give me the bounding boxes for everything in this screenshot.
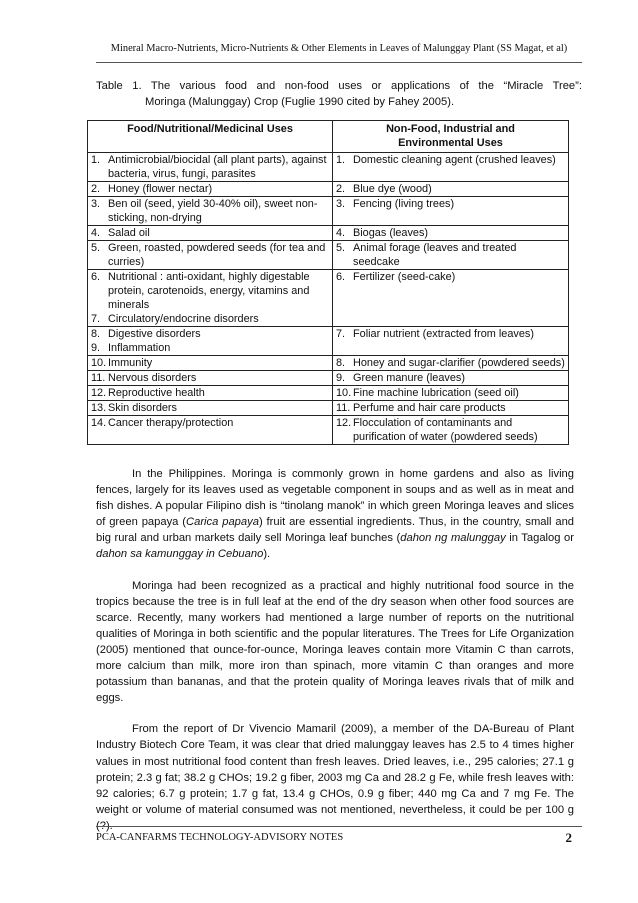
item-text: Fencing (living trees)	[353, 198, 455, 210]
table-row	[88, 241, 569, 270]
list-item	[88, 226, 332, 240]
footer-title: PCA-CANFARMS TECHNOLOGY-ADVISORY NOTES	[96, 832, 344, 843]
item-text: Perfume and hair care products	[353, 402, 506, 414]
item-text: Ben oil (seed, yield 30-40% oil), sweet non-sticking, non-drying	[108, 198, 318, 224]
list-item	[333, 327, 568, 341]
list-item	[88, 182, 332, 196]
food-use-cell	[88, 270, 333, 327]
list-item	[333, 416, 568, 444]
item-text: Antimicrobial/biocidal (all plant parts), against bacteria, virus, fungi, parasites	[108, 154, 327, 180]
paragraph-philippines: In the Philippines. Moringa is commonly grown in home gardens and also as living fences, largely for its leaves used as vegetable component in soups and as well as in meat and fish dishes. A popular Filipino dish is “tinolang manok” in which green Moringa leaves and slices of green papaya (Carica papaya) fruit are essential ingredients. Thus, in the country, small and big rural and urban markets daily sell Moringa leaf bunches (dahon ng malunggay in Tagalog or dahon sa kamunggay in Cebuano).	[96, 468, 575, 561]
item-number: 8.	[336, 357, 346, 369]
list-item	[88, 312, 332, 326]
food-use-cell	[88, 153, 333, 182]
page-number: 2	[565, 830, 572, 845]
item-number: 11.	[336, 402, 351, 414]
non-food-use-cell	[333, 197, 569, 226]
item-text: Immunity	[108, 357, 153, 369]
list-item	[333, 371, 568, 385]
non-food-use-cell	[333, 182, 569, 197]
item-number: 12.	[91, 387, 107, 399]
non-food-use-cell	[333, 226, 569, 241]
item-text: Fine machine lubrication (seed oil)	[353, 387, 519, 399]
item-number: 11.	[91, 372, 106, 384]
item-text: Green manure (leaves)	[353, 372, 465, 384]
footer-divider	[96, 826, 582, 827]
non-food-use-cell	[333, 270, 569, 327]
food-use-cell	[88, 197, 333, 226]
list-item	[88, 153, 332, 181]
uses-table	[87, 120, 569, 445]
list-item	[333, 356, 568, 370]
item-text: Salad oil	[108, 227, 150, 239]
food-use-cell	[88, 226, 333, 241]
list-item	[333, 386, 568, 400]
item-text: Digestive disorders	[108, 328, 201, 340]
header-food-uses: Food/Nutritional/Medicinal Uses	[88, 121, 333, 153]
item-number: 6.	[91, 271, 101, 283]
item-number: 6.	[336, 271, 346, 283]
item-number: 12.	[336, 417, 352, 429]
item-text: Domestic cleaning agent (crushed leaves)	[353, 154, 556, 166]
non-food-use-cell	[333, 401, 569, 416]
food-use-cell	[88, 416, 333, 445]
food-use-cell	[88, 241, 333, 270]
food-use-cell	[88, 401, 333, 416]
list-item	[333, 182, 568, 196]
list-item	[88, 241, 332, 269]
item-text: Flocculation of contaminants and purification of water (powdered seeds)	[353, 417, 538, 443]
list-item	[333, 241, 568, 269]
item-text: Biogas (leaves)	[353, 227, 429, 239]
item-text: Nervous disorders	[108, 372, 197, 384]
table-row	[88, 371, 569, 386]
item-text: Animal forage (leaves and treated seedcake	[353, 242, 517, 268]
item-number: 1.	[91, 154, 101, 166]
non-food-use-cell	[333, 416, 569, 445]
table-caption	[96, 78, 582, 110]
item-text: Honey and sugar-clarifier (powdered seeds)	[353, 357, 565, 369]
list-item	[88, 386, 332, 400]
list-item	[88, 416, 332, 430]
table-row	[88, 153, 569, 182]
item-number: 9.	[336, 372, 346, 384]
item-number: 10.	[91, 357, 107, 369]
item-text: Nutritional : anti-oxidant, highly digestable protein, carotenoids, energy, vitamins and minerals	[108, 271, 310, 311]
item-number: 14.	[91, 417, 107, 429]
item-number: 5.	[336, 242, 346, 254]
list-item	[88, 371, 332, 385]
list-item	[88, 341, 332, 355]
list-item	[333, 226, 568, 240]
list-item	[333, 153, 568, 167]
non-food-use-cell	[333, 371, 569, 386]
running-header: Mineral Macro-Nutrients, Micro-Nutrients & Other Elements in Leaves of Malunggay Plant (SS Magat, et al)	[110, 43, 568, 54]
food-use-cell	[88, 386, 333, 401]
item-text: Inflammation	[108, 342, 171, 354]
item-number: 3.	[336, 198, 346, 210]
food-use-cell	[88, 182, 333, 197]
list-item	[333, 401, 568, 415]
header-divider	[96, 62, 582, 63]
table-header-row	[88, 121, 569, 153]
list-item	[88, 327, 332, 341]
non-food-use-cell	[333, 356, 569, 371]
table-row	[88, 356, 569, 371]
item-number: 8.	[91, 328, 101, 340]
item-number: 2.	[336, 183, 346, 195]
list-item	[88, 401, 332, 415]
item-text: Honey (flower nectar)	[108, 183, 213, 195]
list-item	[88, 197, 332, 225]
table-row	[88, 197, 569, 226]
item-number: 4.	[336, 227, 346, 239]
non-food-use-cell	[333, 327, 569, 356]
item-number: 1.	[336, 154, 346, 166]
caption-line-1: Table 1. The various food and non-food uses or applications of the “Miracle Tree”:	[96, 80, 582, 92]
header-non-food-uses: Non-Food, Industrial and Environmental Uses	[333, 121, 569, 153]
food-use-cell	[88, 327, 333, 356]
list-item	[333, 197, 568, 211]
body-text	[96, 466, 574, 849]
paragraph-mamaril-report: From the report of Dr Vivencio Mamaril (2009), a member of the DA-Bureau of Plant Industry Biotech Core Team, it was clear that dried malunggay leaves has 2.5 to 4 times higher values in most nutritional food content than fresh leaves. Dried leaves, i.e., 295 calories; 27.1 g protein; 2.3 g fat; 38.2 g CHOs; 19.2 g fiber, 2003 mg Ca and 28.2 g Fe, while fresh leaves with: 92 calories; 6.7 g protein; 1.7 g fat, 13.4 g CHOs, 0.9 g fiber; 440 mg Ca and 7 mg Fe. The weight or volume of material consumed was not mentioned, nevertheless, it could be per 100 g (?).	[96, 723, 574, 832]
item-text: Blue dye (wood)	[353, 183, 432, 195]
item-number: 7.	[91, 313, 101, 325]
non-food-use-cell	[333, 241, 569, 270]
list-item	[333, 270, 568, 284]
item-number: 4.	[91, 227, 101, 239]
food-use-cell	[88, 371, 333, 386]
paragraph-nutrition: Moringa had been recognized as a practical and highly nutritional food source in the tropics because the tree is in full leaf at the end of the dry season when other food sources are scarce. Recently, many workers had mentioned a large number of reports on the nutritional qualities of Moringa in both scientific and the popular literatures. The Trees for Life Organization (2005) mentioned that ounce-for-ounce, Moringa leaves contain more Vitamin C than carrots, more calcium than milk, more iron than spinach, more vitamin C than oranges and more potassium than bananas, and that the protein quality of Moringa leaves rivals that of milk and eggs.	[96, 579, 574, 705]
table-row	[88, 386, 569, 401]
list-item	[88, 270, 332, 312]
non-food-use-cell	[333, 153, 569, 182]
item-number: 3.	[91, 198, 101, 210]
item-text: Green, roasted, powdered seeds (for tea and curries)	[108, 242, 326, 268]
table-row	[88, 416, 569, 445]
item-number: 7.	[336, 328, 346, 340]
table-row	[88, 401, 569, 416]
table-row	[88, 270, 569, 327]
item-text: Foliar nutrient (extracted from leaves)	[353, 328, 534, 340]
non-food-use-cell	[333, 386, 569, 401]
table-row	[88, 226, 569, 241]
item-text: Reproductive health	[108, 387, 205, 399]
table-row	[88, 182, 569, 197]
list-item	[88, 356, 332, 370]
item-number: 10.	[336, 387, 352, 399]
item-number: 13.	[91, 402, 107, 414]
item-number: 9.	[91, 342, 101, 354]
food-use-cell	[88, 356, 333, 371]
item-number: 5.	[91, 242, 101, 254]
caption-line-2: Moringa (Malunggay) Crop (Fuglie 1990 cited by Fahey 2005).	[145, 96, 455, 108]
item-number: 2.	[91, 183, 101, 195]
table-body	[88, 153, 569, 445]
table-row	[88, 327, 569, 356]
item-text: Skin disorders	[108, 402, 178, 414]
item-text: Cancer therapy/protection	[108, 417, 234, 429]
item-text: Circulatory/endocrine disorders	[108, 313, 259, 325]
item-text: Fertilizer (seed-cake)	[353, 271, 456, 283]
